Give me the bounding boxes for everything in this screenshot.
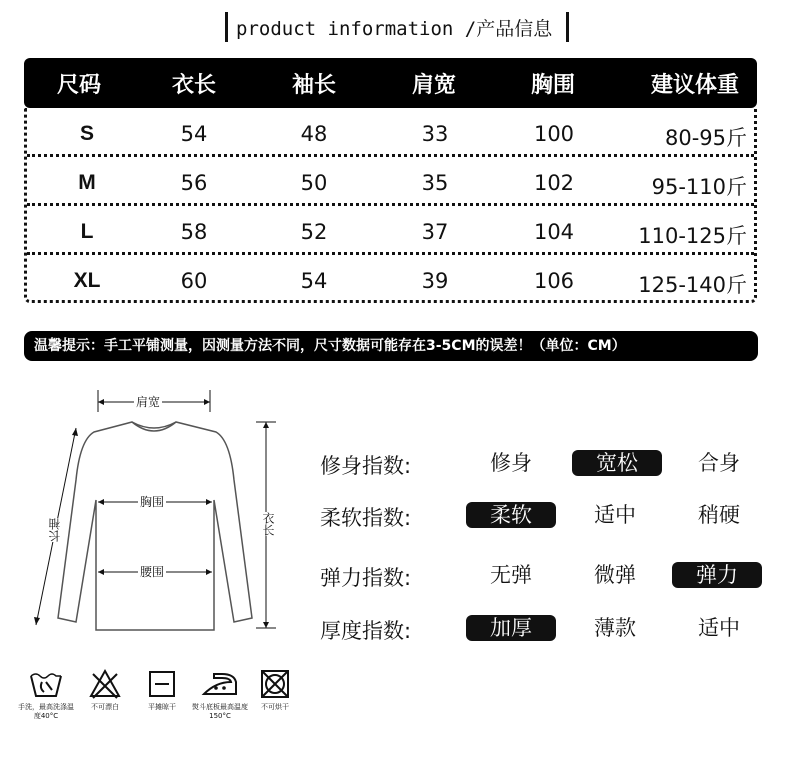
table-row bbox=[27, 206, 754, 255]
fit-index-label: 修身指数: bbox=[320, 454, 412, 478]
cell-shoulder: 33 bbox=[421, 122, 449, 146]
cell-size: L bbox=[80, 220, 94, 243]
length-label: 衣长 bbox=[258, 512, 279, 536]
softness-option-soft: 柔软 bbox=[466, 502, 556, 528]
softness-index-label: 柔软指数: bbox=[320, 506, 412, 530]
thickness-index-row bbox=[320, 611, 780, 645]
header-bar-left bbox=[225, 12, 228, 42]
garment-diagram bbox=[20, 380, 290, 640]
elasticity-index-row bbox=[320, 558, 780, 592]
softness-index-row bbox=[320, 498, 780, 532]
table-row bbox=[27, 108, 754, 157]
cell-chest: 102 bbox=[533, 171, 575, 195]
care-text: 手洗，最高洗涤温度40°C bbox=[18, 703, 74, 720]
care-item bbox=[245, 668, 305, 712]
elasticity-option-stretch: 弹力 bbox=[672, 562, 762, 588]
fit-option-regular: 合身 bbox=[698, 451, 740, 475]
care-text: 不可漂白 bbox=[91, 703, 119, 711]
thickness-index-label: 厚度指数: bbox=[320, 619, 412, 643]
cell-sleeve: 50 bbox=[300, 171, 328, 195]
care-item bbox=[16, 668, 76, 721]
no-tumble-dry-icon bbox=[259, 668, 291, 700]
cell-size: S bbox=[79, 122, 94, 145]
iron-150-icon bbox=[200, 668, 240, 700]
column-header-length: 衣长 bbox=[171, 73, 216, 98]
shirt-outline-icon bbox=[20, 380, 290, 640]
waist-label: 腰围 bbox=[140, 565, 165, 579]
cell-weight: 80-95斤 bbox=[664, 126, 747, 150]
cell-length: 54 bbox=[180, 122, 208, 146]
cell-shoulder: 37 bbox=[421, 220, 449, 244]
care-item bbox=[190, 668, 250, 721]
thickness-option-thick: 加厚 bbox=[466, 615, 556, 641]
cell-length: 60 bbox=[180, 269, 208, 293]
elasticity-index-label: 弹力指数: bbox=[320, 566, 412, 590]
cell-size: M bbox=[78, 171, 96, 194]
thickness-option-medium: 适中 bbox=[698, 616, 740, 640]
measurement-notice: 温馨提示：手工平铺测量，因测量方法不同，尺寸数据可能存在3-5CM的误差！（单位：CM） bbox=[24, 331, 758, 361]
chest-label: 胸围 bbox=[140, 495, 165, 509]
shoulder-label: 肩宽 bbox=[136, 395, 161, 409]
cell-weight: 95-110斤 bbox=[651, 175, 747, 199]
size-table-body bbox=[24, 108, 757, 303]
elasticity-option-slight: 微弹 bbox=[594, 563, 636, 587]
cell-sleeve: 48 bbox=[300, 122, 328, 146]
page-title: product information /产品信息 bbox=[236, 18, 553, 40]
column-header-chest: 胸围 bbox=[530, 73, 575, 98]
cell-chest: 104 bbox=[533, 220, 575, 244]
fit-index-row bbox=[320, 446, 780, 480]
page-header bbox=[0, 8, 790, 48]
cell-shoulder: 39 bbox=[421, 269, 449, 293]
care-item bbox=[132, 668, 192, 712]
column-header-size: 尺码 bbox=[56, 73, 101, 98]
header-bar-right bbox=[566, 12, 569, 42]
sleeve-label: 长袖 bbox=[44, 518, 65, 542]
column-header-shoulder: 肩宽 bbox=[411, 73, 456, 98]
care-text: 熨斗底板最高温度150°C bbox=[192, 703, 248, 720]
care-text: 不可烘干 bbox=[261, 703, 289, 711]
column-header-sleeve: 袖长 bbox=[291, 73, 336, 98]
cell-sleeve: 52 bbox=[300, 220, 328, 244]
care-text: 平摊晾干 bbox=[148, 703, 176, 711]
cell-weight: 125-140斤 bbox=[638, 273, 747, 297]
table-row bbox=[27, 255, 754, 304]
cell-size: XL bbox=[73, 269, 101, 292]
cell-sleeve: 54 bbox=[300, 269, 328, 293]
dry-flat-icon bbox=[147, 668, 177, 700]
thickness-option-thin: 薄款 bbox=[594, 616, 636, 640]
table-row bbox=[27, 157, 754, 206]
size-table-header bbox=[24, 58, 757, 108]
softness-option-stiff: 稍硬 bbox=[698, 503, 740, 527]
column-header-weight: 建议体重 bbox=[650, 73, 739, 98]
cell-length: 58 bbox=[180, 220, 208, 244]
wash-40-icon bbox=[28, 668, 64, 700]
elasticity-option-none: 无弹 bbox=[490, 563, 532, 587]
no-bleach-icon bbox=[88, 668, 122, 700]
care-item bbox=[75, 668, 135, 712]
cell-weight: 110-125斤 bbox=[638, 224, 747, 248]
cell-chest: 106 bbox=[533, 269, 575, 293]
fit-option-loose: 宽松 bbox=[572, 450, 662, 476]
cell-shoulder: 35 bbox=[421, 171, 449, 195]
cell-chest: 100 bbox=[533, 122, 575, 146]
fit-option-slim: 修身 bbox=[490, 451, 532, 475]
softness-option-medium: 适中 bbox=[594, 503, 636, 527]
cell-length: 56 bbox=[180, 171, 208, 195]
